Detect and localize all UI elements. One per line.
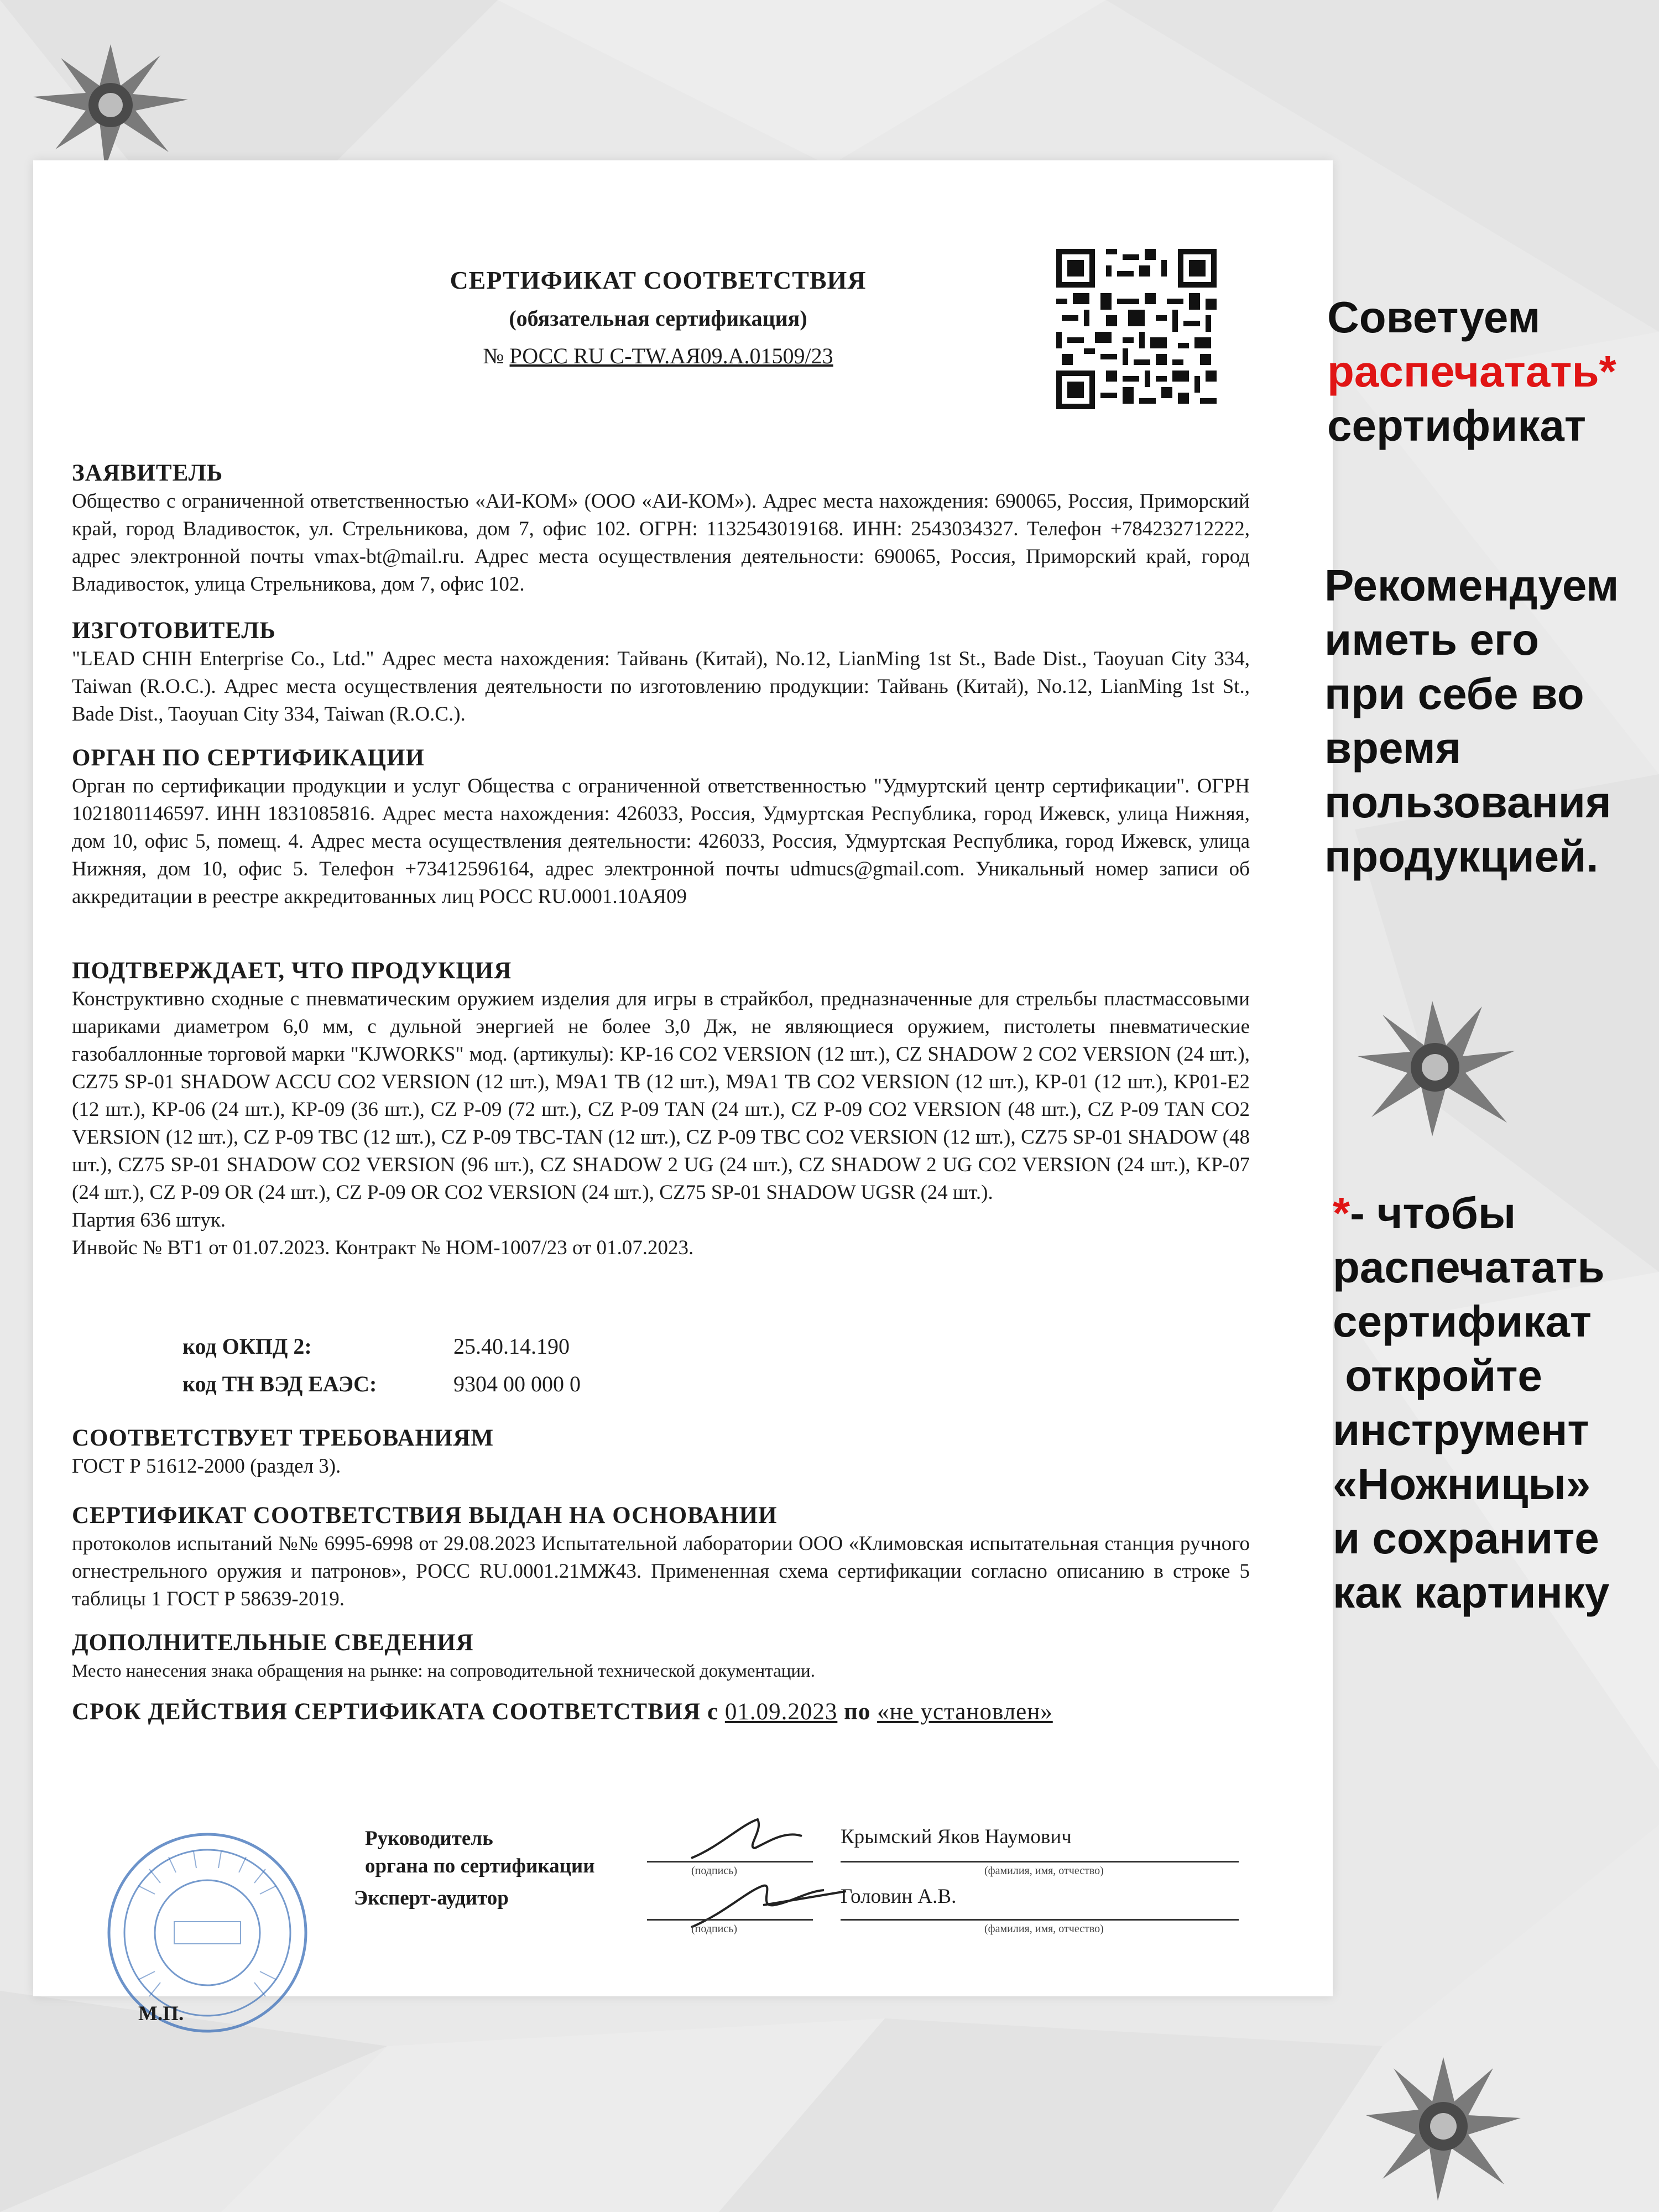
additional-text: Место нанесения знака обращения на рынке: на сопроводительной технической документации.	[72, 1661, 815, 1681]
expert-name: Головин А.В.	[841, 1885, 957, 1908]
product-codes	[182, 1327, 846, 1402]
expert-signature-caption: (подпись)	[691, 1923, 738, 1935]
manufacturer-text: "LEAD CHIH Enterprise Co., Ltd." Адрес места нахождения: Тайвань (Китай), No.12, LianMing 1st St., Bade Dist., Taoyuan City 334, Taiwan (R.O.C.). Адрес места осуществления деятельности по изготовлению продукции: Тайвань (Китай), No.12, LianMing 1st St., Bade Dist., Taoyuan City 334, Taiwan (R.O.C.).	[72, 648, 1250, 726]
basis-section	[72, 1501, 1250, 1613]
certificate-number-value: РОСС RU C-TW.АЯ09.А.01509/23	[509, 343, 833, 368]
note3-star: *	[1333, 1188, 1350, 1238]
manufacturer-heading: ИЗГОТОВИТЕЛЬ	[72, 618, 276, 644]
head-label-line2: органа по сертификации	[365, 1855, 595, 1877]
certification-body-section	[72, 744, 1250, 911]
expert-label: Эксперт-аудитор	[354, 1887, 509, 1910]
validity-section	[72, 1698, 1250, 1726]
seal-stamp-icon	[105, 1830, 310, 2035]
head-label-line1: Руководитель	[365, 1827, 493, 1850]
validity-line	[72, 1698, 1250, 1726]
carry-advice-note	[1324, 559, 1645, 884]
print-advice-note	[1327, 290, 1648, 453]
tnved-row	[182, 1365, 846, 1402]
bullet-hole-icon	[22, 33, 199, 177]
head-signature-line	[647, 1861, 813, 1863]
basis-heading: СЕРТИФИКАТ СООТВЕТСТВИЯ ВЫДАН НА ОСНОВАНИИ	[72, 1503, 778, 1528]
expert-signature-line	[647, 1919, 813, 1921]
head-signature-caption: (подпись)	[691, 1865, 738, 1877]
validity-label: СРОК ДЕЙСТВИЯ СЕРТИФИКАТА СООТВЕТСТВИЯ с	[72, 1699, 719, 1725]
validity-to-word: по	[844, 1699, 871, 1725]
certificate-subtitle: (обязательная сертификация)	[509, 306, 807, 331]
note3-line: инструмент	[1333, 1405, 1589, 1454]
tnved-value: 9304 00 000 0	[453, 1371, 581, 1396]
note3-first: - чтобы	[1350, 1188, 1516, 1238]
expert-name-line	[841, 1919, 1239, 1921]
head-label	[365, 1825, 595, 1880]
certificate-number	[448, 343, 868, 369]
note3-line: «Ножницы»	[1333, 1459, 1591, 1509]
basis-text: протоколов испытаний №№ 6995-6998 от 29.08.2023 Испытательной лаборатории ООО «Климовская испытательная станция ручного огнестрельного оружия и патронов», РОСС RU.0001.21МЖ43. Примененная схема сертификации согласно описанию в строке 5 таблицы 1 ГОСТ Р 58639-2019.	[72, 1532, 1250, 1610]
manufacturer-section	[72, 617, 1250, 728]
okpd-value: 25.40.14.190	[453, 1333, 570, 1359]
note1-line1: Советуем	[1327, 293, 1541, 342]
qr-code-icon	[1056, 249, 1217, 409]
note2-line: при себе во	[1324, 669, 1584, 718]
requirements-heading: СООТВЕТСТВУЕТ ТРЕБОВАНИЯМ	[72, 1425, 494, 1451]
note3-line: и сохраните	[1333, 1514, 1599, 1563]
expert-name-caption: (фамилия, имя, отчество)	[984, 1923, 1104, 1935]
applicant-section	[72, 459, 1250, 598]
product-invoice: Инвойс № BT1 от 01.07.2023. Контракт № HOM-1007/23 от 01.07.2023.	[72, 1237, 694, 1259]
scissors-instruction-note	[1333, 1186, 1653, 1620]
certification-body-heading: ОРГАН ПО СЕРТИФИКАЦИИ	[72, 745, 425, 771]
note3-line: откройте	[1333, 1351, 1542, 1400]
product-batch: Партия 636 штук.	[72, 1209, 226, 1232]
note2-line: Рекомендуем	[1324, 561, 1619, 610]
note2-line: пользования	[1324, 778, 1611, 827]
note1-line2: распечатать*	[1327, 347, 1616, 396]
head-name: Крымский Яков Наумович	[841, 1825, 1072, 1848]
bullet-hole-icon	[1355, 2046, 1532, 2206]
validity-from: 01.09.2023	[724, 1699, 838, 1725]
applicant-text: Общество с ограниченной ответственностью «АИ-КОМ» (ООО «АИ-КОМ»). Адрес места нахождения: 690065, Россия, Приморский край, город Владивосток, ул. Стрельникова, дом 7, офис 102. ОГРН: 1132543019168. ИНН: 2543034327. Телефон +784232712222, адрес электронной почты vmax-bt@mail.ru. Адрес места осуществления деятельности: 690065, Россия, Приморский край, город Владивосток, улица Стрельникова, дом 7, офис 102.	[72, 490, 1250, 596]
requirements-section	[72, 1424, 1250, 1480]
head-name-line	[841, 1861, 1239, 1863]
additional-heading: ДОПОЛНИТЕЛЬНЫЕ СВЕДЕНИЯ	[72, 1630, 474, 1656]
mp-label: М.П.	[138, 2002, 184, 2025]
product-text: Конструктивно сходные с пневматическим оружием изделия для игры в страйкбол, предназначенные для стрельбы пластмассовыми шариками диаметром 6,0 мм, с дульной энергией не более 3,0 Дж, не являющиеся оружием, пистолеты пневматические газобаллонные торговой марки "KJWORKS" мод. (артикулы): KP-16 CO2 VERSION (12 шт.), CZ SHADOW 2 CO2 VERSION (24 шт.), CZ75 SP-01 SHADOW ACCU CO2 VERSION (12 шт.), M9A1 TB (12 шт.), M9A1 TB CO2 VERSION (12 шт.), KP-01 (12 шт.), KP01-E2 (12 шт.), KP-06 (24 шт.), KP-09 (36 шт.), CZ P-09 (72 шт.), CZ P-09 TAN (24 шт.), CZ P-09 CO2 VERSION (48 шт.), CZ P-09 TAN CO2 VERSION (12 шт.), CZ P-09 TBC (12 шт.), CZ P-09 TBC-TAN (12 шт.), CZ P-09 TBC CO2 VERSION (12 шт.), CZ75 SP-01 SHADOW (48 шт.), CZ75 SP-01 SHADOW CO2 VERSION (96 шт.), CZ SHADOW 2 UG (24 шт.), CZ SHADOW 2 UG CO2 VERSION (24 шт.), KP-07 (24 шт.), CZ P-09 OR (24 шт.), CZ P-09 OR CO2 VERSION (24 шт.), CZ75 SP-01 SHADOW UGSR (24 шт.).	[72, 988, 1250, 1204]
note3-first-line	[1333, 1186, 1653, 1240]
note3-line: распечатать	[1333, 1243, 1605, 1292]
bullet-hole-icon	[1349, 990, 1526, 1145]
certificate-sheet	[33, 160, 1333, 2025]
note3-line: сертификат	[1333, 1297, 1592, 1346]
note2-line: время	[1324, 723, 1462, 773]
note3-line: как картинку	[1333, 1568, 1610, 1617]
product-heading: ПОДТВЕРЖДАЕТ, ЧТО ПРОДУКЦИЯ	[72, 958, 512, 984]
signature-icon	[680, 1814, 846, 1864]
validity-to: «не установлен»	[877, 1699, 1053, 1725]
additional-section	[72, 1629, 1250, 1685]
product-section	[72, 957, 1250, 1262]
note2-line: иметь его	[1324, 615, 1540, 664]
tnved-label: код ТН ВЭД ЕАЭС:	[182, 1371, 377, 1396]
okpd-label: код ОКПД 2:	[182, 1333, 312, 1359]
note2-line: продукцией.	[1324, 832, 1599, 881]
applicant-heading: ЗАЯВИТЕЛЬ	[72, 460, 223, 486]
certificate-title: СЕРТИФИКАТ СООТВЕТСТВИЯ	[450, 266, 867, 294]
head-name-caption: (фамилия, имя, отчество)	[984, 1865, 1104, 1877]
okpd-row	[182, 1327, 846, 1365]
note1-line3: сертификат	[1327, 401, 1587, 450]
certification-body-text: Орган по сертификации продукции и услуг Общества с ограниченной ответственностью "Удмуртский центр сертификации". ОГРН 1021801146597. ИНН 1831085816. Адрес места нахождения: 426033, Россия, Удмуртская Республика, город Ижевск, улица Нижняя, дом 10, офис 5, помещ. 4. Адрес места осуществления деятельности: 426033, Россия, Удмуртская Республика, город Ижевск, улица Нижняя, дом 10, офис 5. Телефон +73412596164, адрес электронной почты udmucs@gmail.com. Уникальный номер записи об аккредитации в реестре аккредитованных лиц РОСС RU.0001.10АЯ09	[72, 775, 1250, 908]
certificate-number-prefix: №	[483, 343, 504, 368]
requirements-text: ГОСТ Р 51612-2000 (раздел 3).	[72, 1455, 341, 1478]
